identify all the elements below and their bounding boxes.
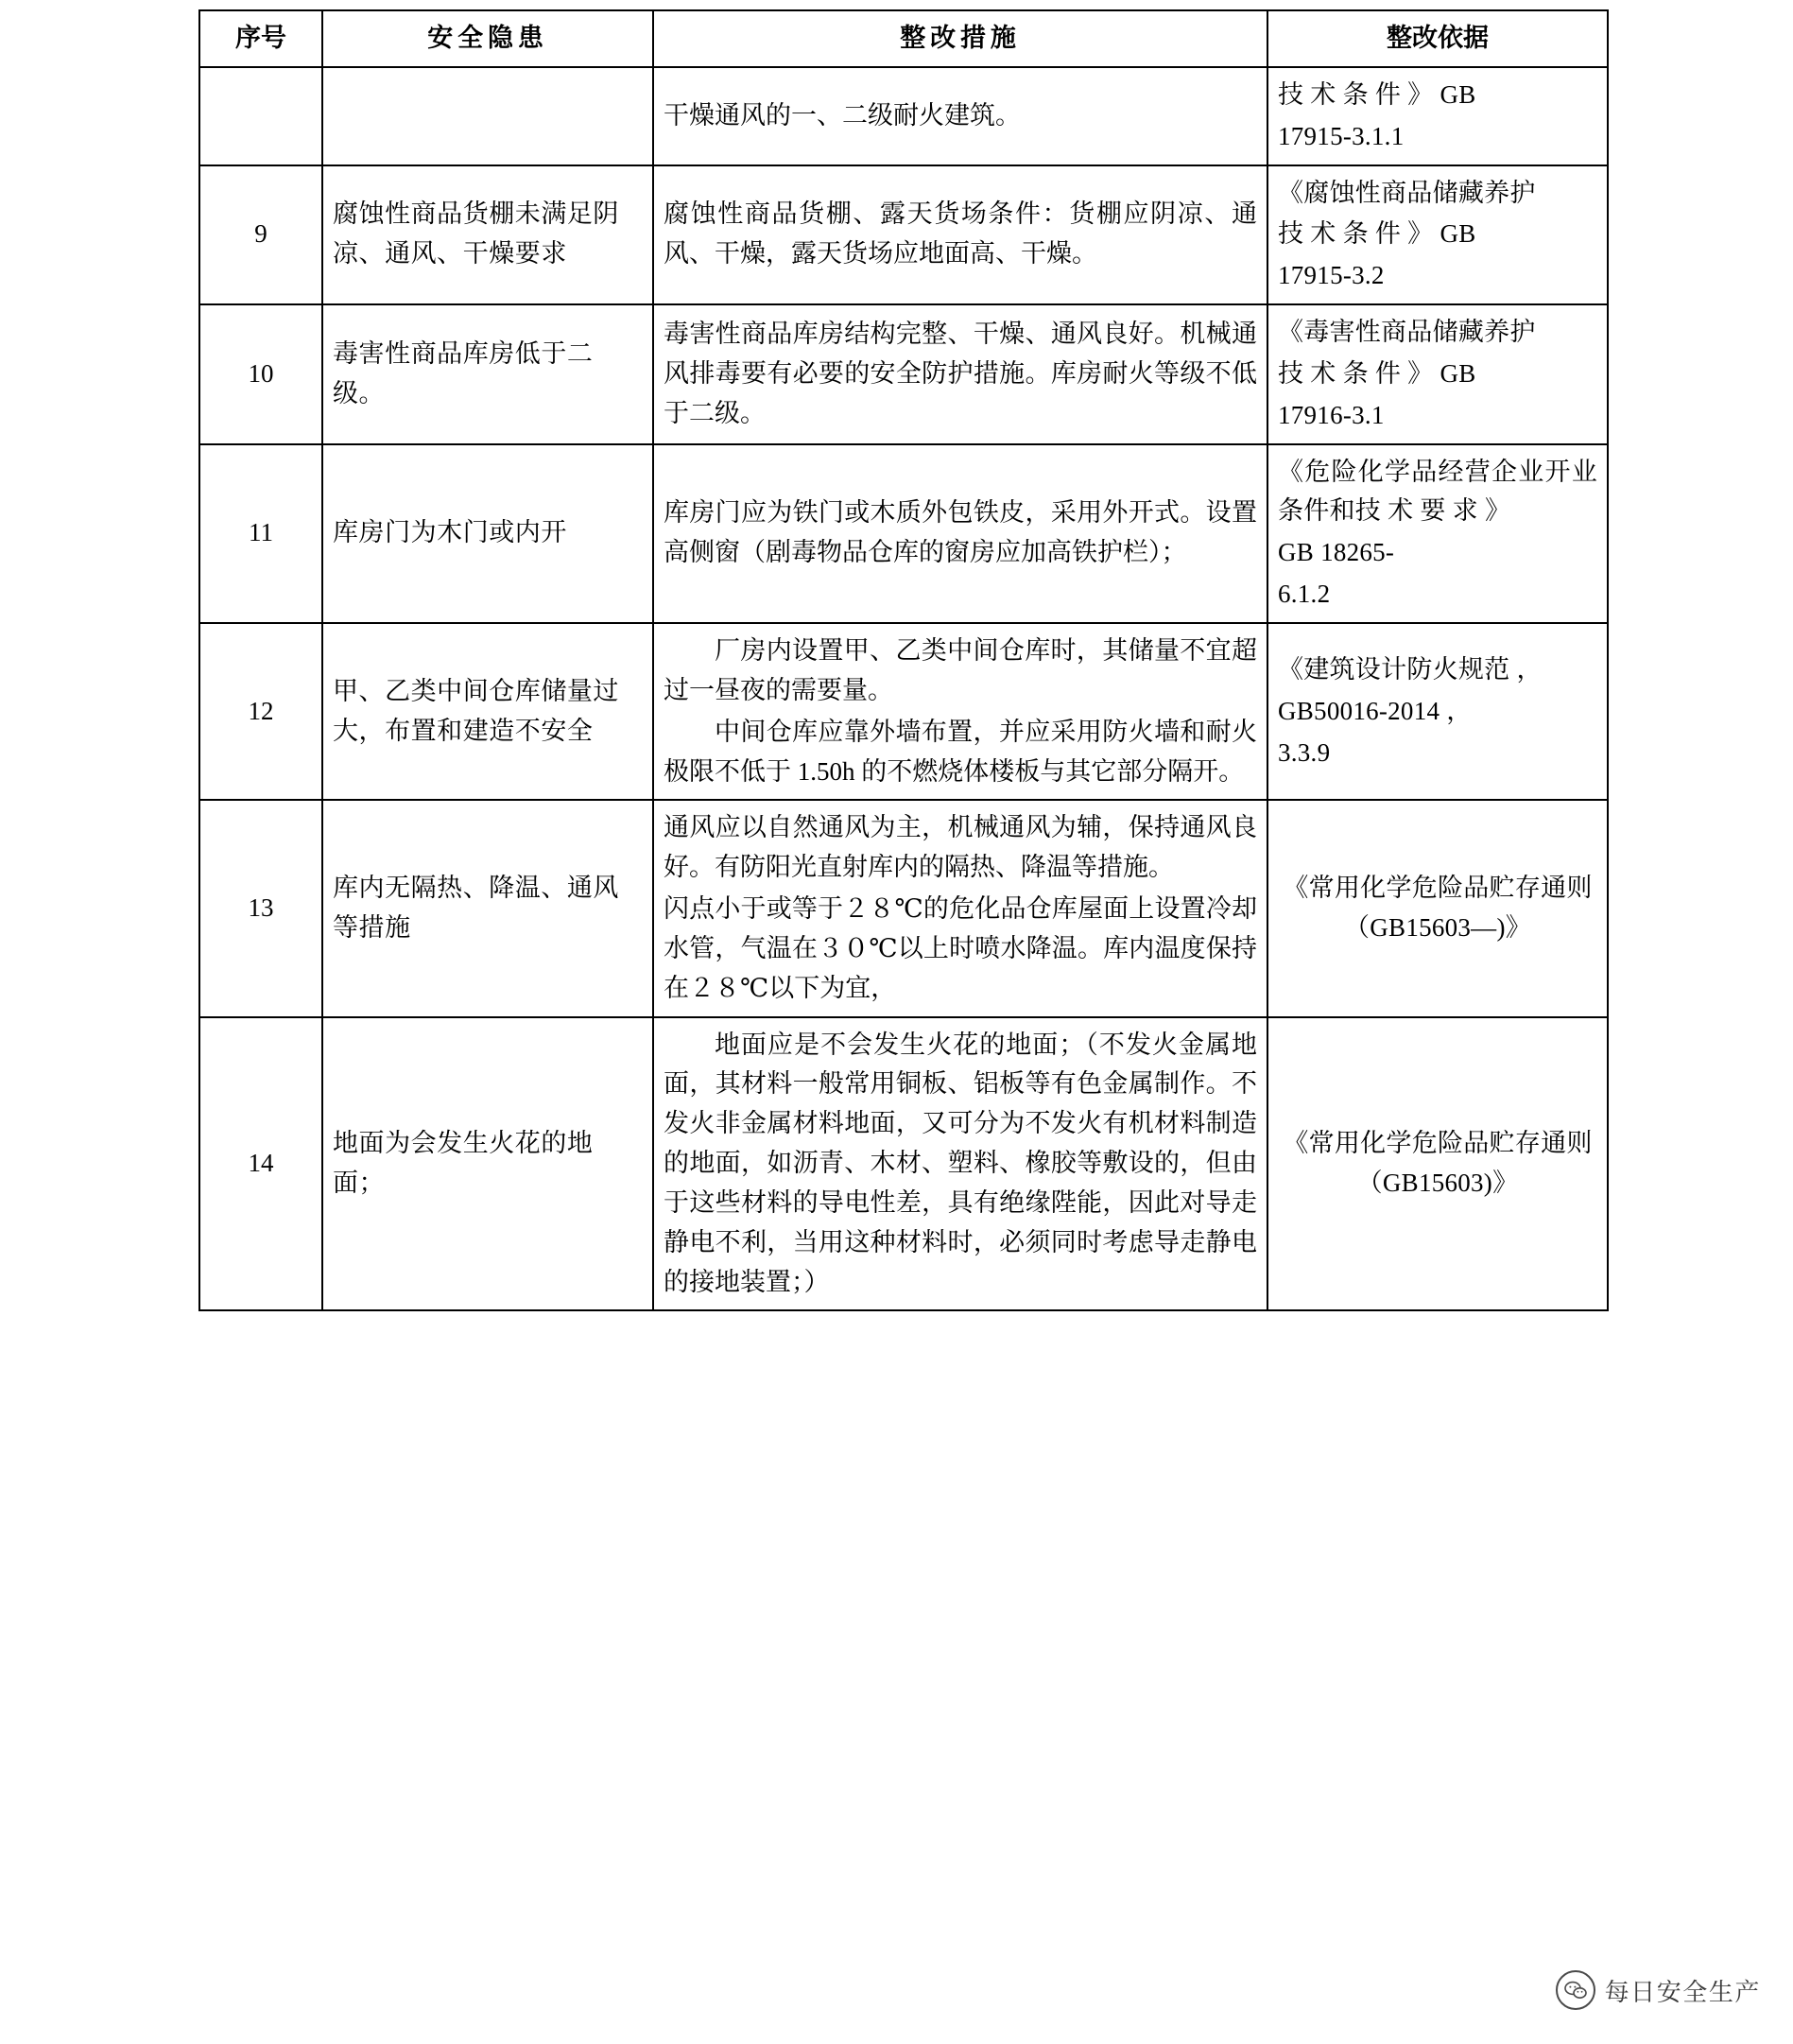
cell-index: 9	[199, 165, 322, 305]
basis-line: 3.3.9	[1278, 737, 1331, 767]
cell-measure	[653, 800, 1267, 1016]
cell-index: 11	[199, 444, 322, 623]
basis-line: 《建筑设计防火规范 ，	[1278, 654, 1543, 684]
table-row	[199, 67, 1608, 165]
measure-paragraph: 中间仓库应靠外墙布置，并应采用防火墙和耐火极限不低于 1.50h 的不燃烧体楼板与其它部分隔开。	[664, 717, 1257, 786]
cell-index: 14	[199, 1017, 322, 1311]
measure-paragraph: 库房门应为铁门或木质外包铁皮，采用外开式。设置高侧窗（剧毒物品仓库的窗房应加高铁护栏）；	[664, 498, 1257, 567]
basis-line: 《毒害性商品储藏养护	[1278, 318, 1536, 347]
column-header-hazard: 安全隐患	[322, 10, 653, 67]
cell-measure	[653, 444, 1267, 623]
basis-line: 6.1.2	[1278, 580, 1331, 609]
cell-basis	[1267, 304, 1608, 444]
basis-line: 技 术 条 件 》 GB	[1278, 219, 1476, 249]
cell-hazard: 库内无隔热、降温、通风等措施	[322, 800, 653, 1016]
cell-hazard: 甲、乙类中间仓库储量过大，布置和建造不安全	[322, 623, 653, 800]
column-header-basis: 整改依据	[1267, 10, 1608, 67]
cell-hazard: 腐蚀性商品货棚未满足阴凉、通风、干燥要求	[322, 165, 653, 305]
basis-line: 《腐蚀性商品储藏养护	[1278, 178, 1536, 207]
cell-index: 13	[199, 800, 322, 1016]
cell-basis	[1267, 444, 1608, 623]
basis-line: 《常用化学危险品贮存通则（GB15603)》	[1283, 1129, 1593, 1198]
column-header-measure: 整改措施	[653, 10, 1267, 67]
basis-line: 17915-3.2	[1278, 261, 1385, 290]
table-header	[199, 10, 1608, 67]
wechat-icon	[1556, 1970, 1595, 2010]
measure-paragraph: 地面应是不会发生火花的地面；（不发火金属地面，其材料一般常用铜板、铝板等有色金属制作。不发火非金属材料地面，又可分为不发火有机材料制造的地面，如沥青、木材、塑料、橡胶等敷设的，但由于这些材料的导电性差，具有绝缘陛能，因此对导走静电不利，当用这种材料时，必须同时考虑导走静电的接地装置；）	[664, 1030, 1257, 1296]
measure-paragraph: 通风应以自然通风为主，机械通风为辅，保持通风良好。有防阳光直射库内的隔热、降温等措施。	[664, 813, 1257, 882]
cell-measure	[653, 623, 1267, 800]
cell-measure	[653, 304, 1267, 444]
watermark-text: 每日安全生产	[1604, 1977, 1761, 2006]
table-header-row	[199, 10, 1608, 67]
cell-measure	[653, 67, 1267, 165]
cell-basis	[1267, 1017, 1608, 1311]
column-header-index: 序号	[199, 10, 322, 67]
safety-hazard-table	[198, 9, 1609, 1311]
basis-line: 技 术 条 件 》 GB	[1278, 358, 1476, 388]
cell-index: 12	[199, 623, 322, 800]
basis-line: GB50016-2014 ，	[1278, 696, 1473, 725]
cell-basis	[1267, 165, 1608, 305]
cell-basis	[1267, 800, 1608, 1016]
cell-hazard	[322, 67, 653, 165]
cell-basis	[1267, 623, 1608, 800]
measure-paragraph: 厂房内设置甲、乙类中间仓库时，其储量不宜超过一昼夜的需要量。	[664, 635, 1257, 704]
basis-line: 《常用化学危险品贮存通则（GB15603—)》	[1283, 874, 1593, 942]
table-body	[199, 67, 1608, 1311]
cell-basis	[1267, 67, 1608, 165]
cell-hazard: 库房门为木门或内开	[322, 444, 653, 623]
table-row	[199, 800, 1608, 1016]
cell-index	[199, 67, 322, 165]
cell-hazard: 地面为会发生火花的地面；	[322, 1017, 653, 1311]
cell-measure	[653, 165, 1267, 305]
basis-line: 技 术 条 件 》 GB	[1278, 79, 1476, 109]
table-row	[199, 165, 1608, 305]
watermark	[1556, 1970, 1761, 2010]
measure-paragraph: 干燥通风的一、二级耐火建筑。	[664, 100, 1021, 130]
measure-paragraph: 闪点小于或等于２８℃的危化品仓库屋面上设置冷却水管，气温在３０℃以上时喷水降温。库内温度保持在２８℃以下为宜，	[664, 894, 1257, 1002]
basis-line: 17915-3.1.1	[1278, 121, 1405, 150]
cell-hazard: 毒害性商品库房低于二级。	[322, 304, 653, 444]
table-row	[199, 1017, 1608, 1311]
measure-paragraph: 毒害性商品库房结构完整、干燥、通风良好。机械通风排毒要有必要的安全防护措施。库房耐火等级不低于二级。	[664, 320, 1257, 427]
measure-paragraph: 腐蚀性商品货棚、露天货场条件：货棚应阴凉、通风、干燥，露天货场应地面高、干燥。	[664, 199, 1257, 268]
basis-line: 《危险化学品经营企业开业条件和技 术 要 求 》	[1278, 457, 1597, 526]
cell-measure	[653, 1017, 1267, 1311]
table-row	[199, 623, 1608, 800]
basis-line: 17916-3.1	[1278, 400, 1385, 429]
basis-line: GB 18265-	[1278, 538, 1395, 567]
table-row	[199, 304, 1608, 444]
cell-index: 10	[199, 304, 322, 444]
table-row	[199, 444, 1608, 623]
